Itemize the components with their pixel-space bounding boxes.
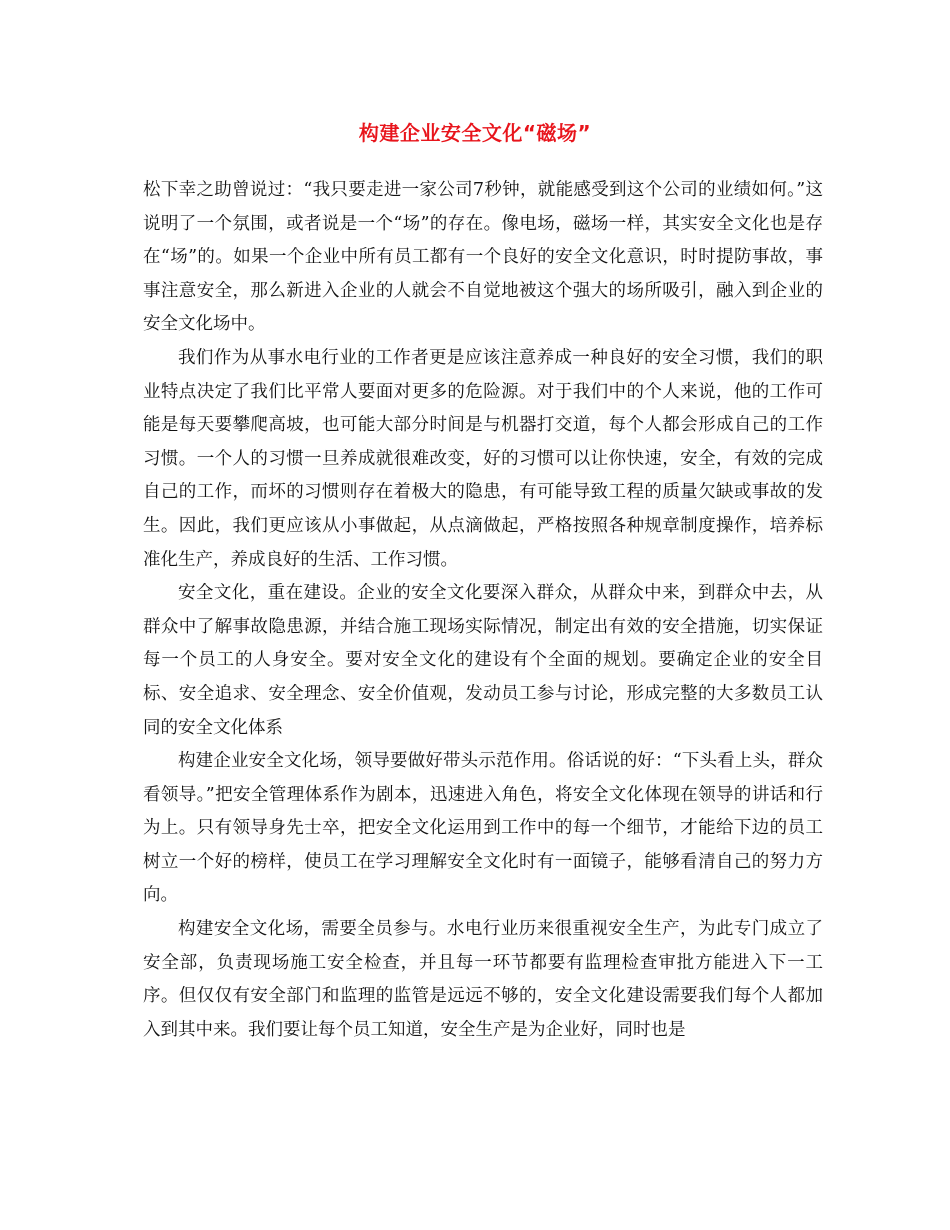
paragraph-construction: 安全文化，重在建设。企业的安全文化要深入群众，从群众中来，到群众中去，从群众中了解事故隐患源，并结合施工现场实际情况，制定出有效的安全措施，切实保证每一个员工的人身安全。要对安全文化的建设有个全面的规划。要确定企业的安全目标、安全追求、安全理念、安全价值观，发动员工参与讨论，形成完整的大多数员工认同的安全文化体系: [143, 583, 823, 738]
paragraph-participation: 构建安全文化场，需要全员参与。水电行业历来很重视安全生产，为此专门成立了安全部，负责现场施工安全检查，并且每一环节都要有监理检查审批方能进入下一工序。但仅仅有安全部门和监理的监管是远远不够的，安全文化建设需要我们每个人都加入到其中来。我们要让每个员工知道，安全生产是为企业好，同时也是: [143, 919, 823, 1040]
paragraph-leadership: 构建企业安全文化场，领导要做好带头示范作用。俗话说的好：“下头看上头，群众看领导。”把安全管理体系作为剧本，迅速进入角色，将安全文化体现在领导的讲话和行为上。只有领导身先士卒，把安全文化运用到工作中的每一个细节，才能给下边的员工树立一个好的榜样，使员工在学习理解安全文化时有一面镜子，能够看清自己的努力方向。: [143, 751, 823, 906]
paragraph-intro: 松下幸之助曾说过：“我只要走进一家公司7秒钟，就能感受到这个公司的业绩如何。”这说明了一个氛围，或者说是一个“场”的存在。像电场，磁场一样，其实安全文化也是存在“场”的。如果一个企业中所有员工都有一个良好的安全文化意识，时时提防事故，事事注意安全，那么新进入企业的人就会不自觉地被这个强大的场所吸引，融入到企业的安全文化场中。: [143, 180, 823, 335]
document-title: 构建企业安全文化“磁场”: [358, 121, 592, 145]
document-body: [143, 174, 823, 1047]
paragraph-habits: 我们作为从事水电行业的工作者更是应该注意养成一种良好的安全习惯，我们的职业特点决定了我们比平常人要面对更多的危险源。对于我们中的个人来说，他的工作可能是每天要攀爬高坡，也可能大部分时间是与机器打交道，每个人都会形成自己的工作习惯。一个人的习惯一旦养成就很难改变，好的习惯可以让你快速，安全，有效的完成自己的工作，而坏的习惯则存在着极大的隐患，有可能导致工程的质量欠缺或事故的发生。因此，我们更应该从小事做起，从点滴做起，严格按照各种规章制度操作，培养标准化生产，养成良好的生活、工作习惯。: [143, 347, 823, 570]
